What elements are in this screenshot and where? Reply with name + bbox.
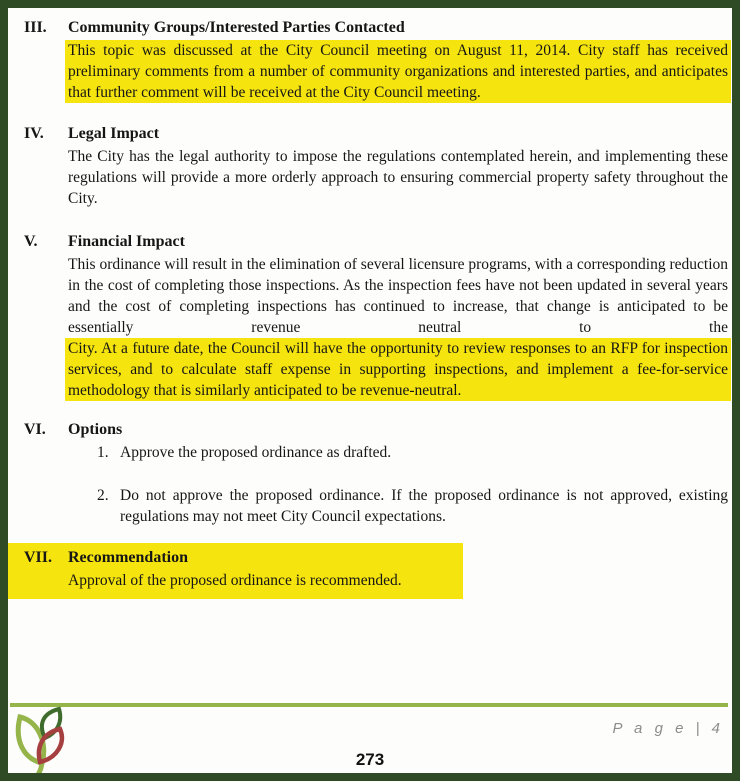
section-numeral: III. — [24, 19, 47, 36]
section-numeral: IV. — [24, 125, 44, 142]
list-item-number: 2. — [97, 487, 109, 504]
section-options — [24, 419, 728, 527]
footer-rule — [10, 703, 728, 707]
section-title: Options — [68, 421, 123, 438]
highlighted-paragraph: City. At a future date, the Council will have the opportunity to review responses to an RFP for inspection services, and to calculate staff expense in supporting inspections, and implement a fee-for-service methodology that is similarly anticipated to be revenue-neutral. — [65, 338, 731, 401]
spacer — [24, 103, 728, 123]
list-item-text: Approve the proposed ordinance as drafted. — [120, 444, 392, 461]
section-numeral: V. — [24, 233, 38, 250]
section-financial-impact — [24, 231, 728, 401]
page-label: P a g e | 4 — [612, 720, 724, 737]
list-item — [97, 485, 728, 527]
section-numeral: VII. — [24, 549, 53, 566]
section-legal-impact — [24, 123, 728, 209]
spacer — [24, 401, 728, 419]
highlighted-paragraph: This topic was discussed at the City Council meeting on August 11, 2014. City staff has received preliminary comments from a number of community organizations and interested parties, and anticipates that further comment will be received at the City Council meeting. — [65, 40, 731, 103]
section-title: Recommendation — [68, 549, 188, 566]
spacer — [24, 209, 728, 231]
options-list — [97, 442, 728, 527]
section-title: Financial Impact — [68, 233, 185, 250]
paragraph: Approval of the proposed ordinance is recommended. — [68, 572, 402, 589]
paragraph: The City has the legal authority to impose the regulations contemplated herein, and implementing these regulations will provide a more orderly approach to ensuring commercial property safety throughout the City. — [68, 148, 728, 207]
section-title: Community Groups/Interested Parties Contacted — [68, 19, 405, 36]
document-body — [8, 8, 732, 599]
section-title: Legal Impact — [68, 125, 160, 142]
paragraph: This ordinance will result in the elimination of several licensure programs, with a corresponding reduction in the cost of completing those inspections. As the inspection fees have not been updated in several years and the cost of completing inspections has continued to increase, that change is anticipated to be essentially revenue neutral to the — [68, 256, 728, 336]
list-item — [97, 442, 728, 463]
spacer — [24, 527, 728, 543]
section-numeral: VI. — [24, 421, 46, 438]
list-item-text: Do not approve the proposed ordinance. If the proposed ordinance is not approved, existing regulations may not meet City Council expectations. — [120, 487, 728, 525]
list-item-number: 1. — [97, 444, 109, 461]
section-community-groups — [24, 17, 728, 103]
recommendation-highlight-block — [8, 543, 463, 599]
section-recommendation — [24, 547, 457, 591]
document-page-number: 273 — [355, 750, 385, 769]
